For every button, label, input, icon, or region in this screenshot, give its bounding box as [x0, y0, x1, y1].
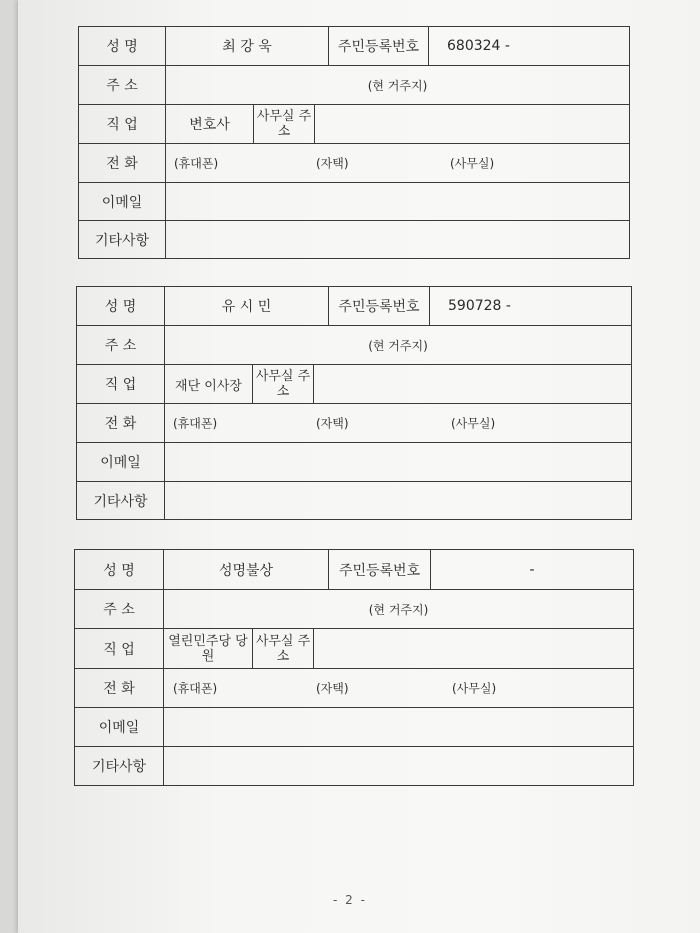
- phone-home-label: (자택): [316, 416, 349, 431]
- phone-office-label: (사무실): [451, 416, 496, 431]
- name-label: 성 명: [75, 550, 164, 590]
- person-form-3: [74, 549, 634, 786]
- office-address-value: [315, 105, 630, 144]
- other-label: 기타사항: [77, 482, 165, 520]
- address-label: 주 소: [77, 326, 165, 365]
- email-label: 이메일: [75, 708, 164, 747]
- office-address-label: 사무실 주소: [254, 105, 315, 144]
- phone-home-label: (자택): [316, 156, 349, 171]
- name-value: 유 시 민: [165, 287, 329, 326]
- page-number: - 2 -: [333, 893, 367, 907]
- name-value: 최 강 욱: [166, 27, 329, 66]
- name-value: 성명불상: [164, 550, 329, 590]
- phone-mobile-label: (휴대폰): [173, 681, 218, 696]
- job-label: 직 업: [75, 629, 164, 669]
- phone-mobile-label: (휴대폰): [173, 416, 218, 431]
- person-form-1: [78, 26, 630, 259]
- rrn-label: 주민등록번호: [329, 27, 429, 66]
- email-label: 이메일: [79, 183, 166, 221]
- other-label: 기타사항: [75, 747, 164, 786]
- other-value: [165, 482, 632, 520]
- other-value: [164, 747, 634, 786]
- other-label: 기타사항: [79, 221, 166, 259]
- address-value: (현 거주지): [166, 66, 630, 105]
- phone-value: [166, 144, 630, 183]
- phone-office-label: (사무실): [450, 156, 495, 171]
- office-address-value: [314, 629, 634, 669]
- rrn-value: 680324 -: [429, 27, 630, 66]
- address-value: (현 거주지): [164, 590, 634, 629]
- phone-label: 전 화: [75, 669, 164, 708]
- phone-value: [164, 669, 634, 708]
- rrn-label: 주민등록번호: [329, 550, 431, 590]
- phone-office-label: (사무실): [452, 681, 497, 696]
- rrn-value: 590728 -: [430, 287, 632, 326]
- phone-label: 전 화: [79, 144, 166, 183]
- rrn-label: 주민등록번호: [329, 287, 430, 326]
- name-label: 성 명: [79, 27, 166, 66]
- phone-label: 전 화: [77, 404, 165, 443]
- phone-home-label: (자택): [316, 681, 349, 696]
- person-form-2: [76, 286, 632, 520]
- job-value: 열린민주당 당원: [164, 629, 253, 669]
- job-label: 직 업: [77, 365, 165, 404]
- office-address-label: 사무실 주소: [253, 365, 314, 404]
- job-label: 직 업: [79, 105, 166, 144]
- rrn-value: -: [431, 550, 634, 590]
- phone-mobile-label: (휴대폰): [174, 156, 219, 171]
- address-label: 주 소: [79, 66, 166, 105]
- email-value: [164, 708, 634, 747]
- address-value: (현 거주지): [165, 326, 632, 365]
- email-value: [165, 443, 632, 482]
- phone-value: [165, 404, 632, 443]
- name-label: 성 명: [77, 287, 165, 326]
- office-address-value: [314, 365, 632, 404]
- job-value: 재단 이사장: [165, 365, 253, 404]
- email-value: [166, 183, 630, 221]
- job-value: 변호사: [166, 105, 254, 144]
- other-value: [166, 221, 630, 259]
- office-address-label: 사무실 주소: [253, 629, 314, 669]
- email-label: 이메일: [77, 443, 165, 482]
- address-label: 주 소: [75, 590, 164, 629]
